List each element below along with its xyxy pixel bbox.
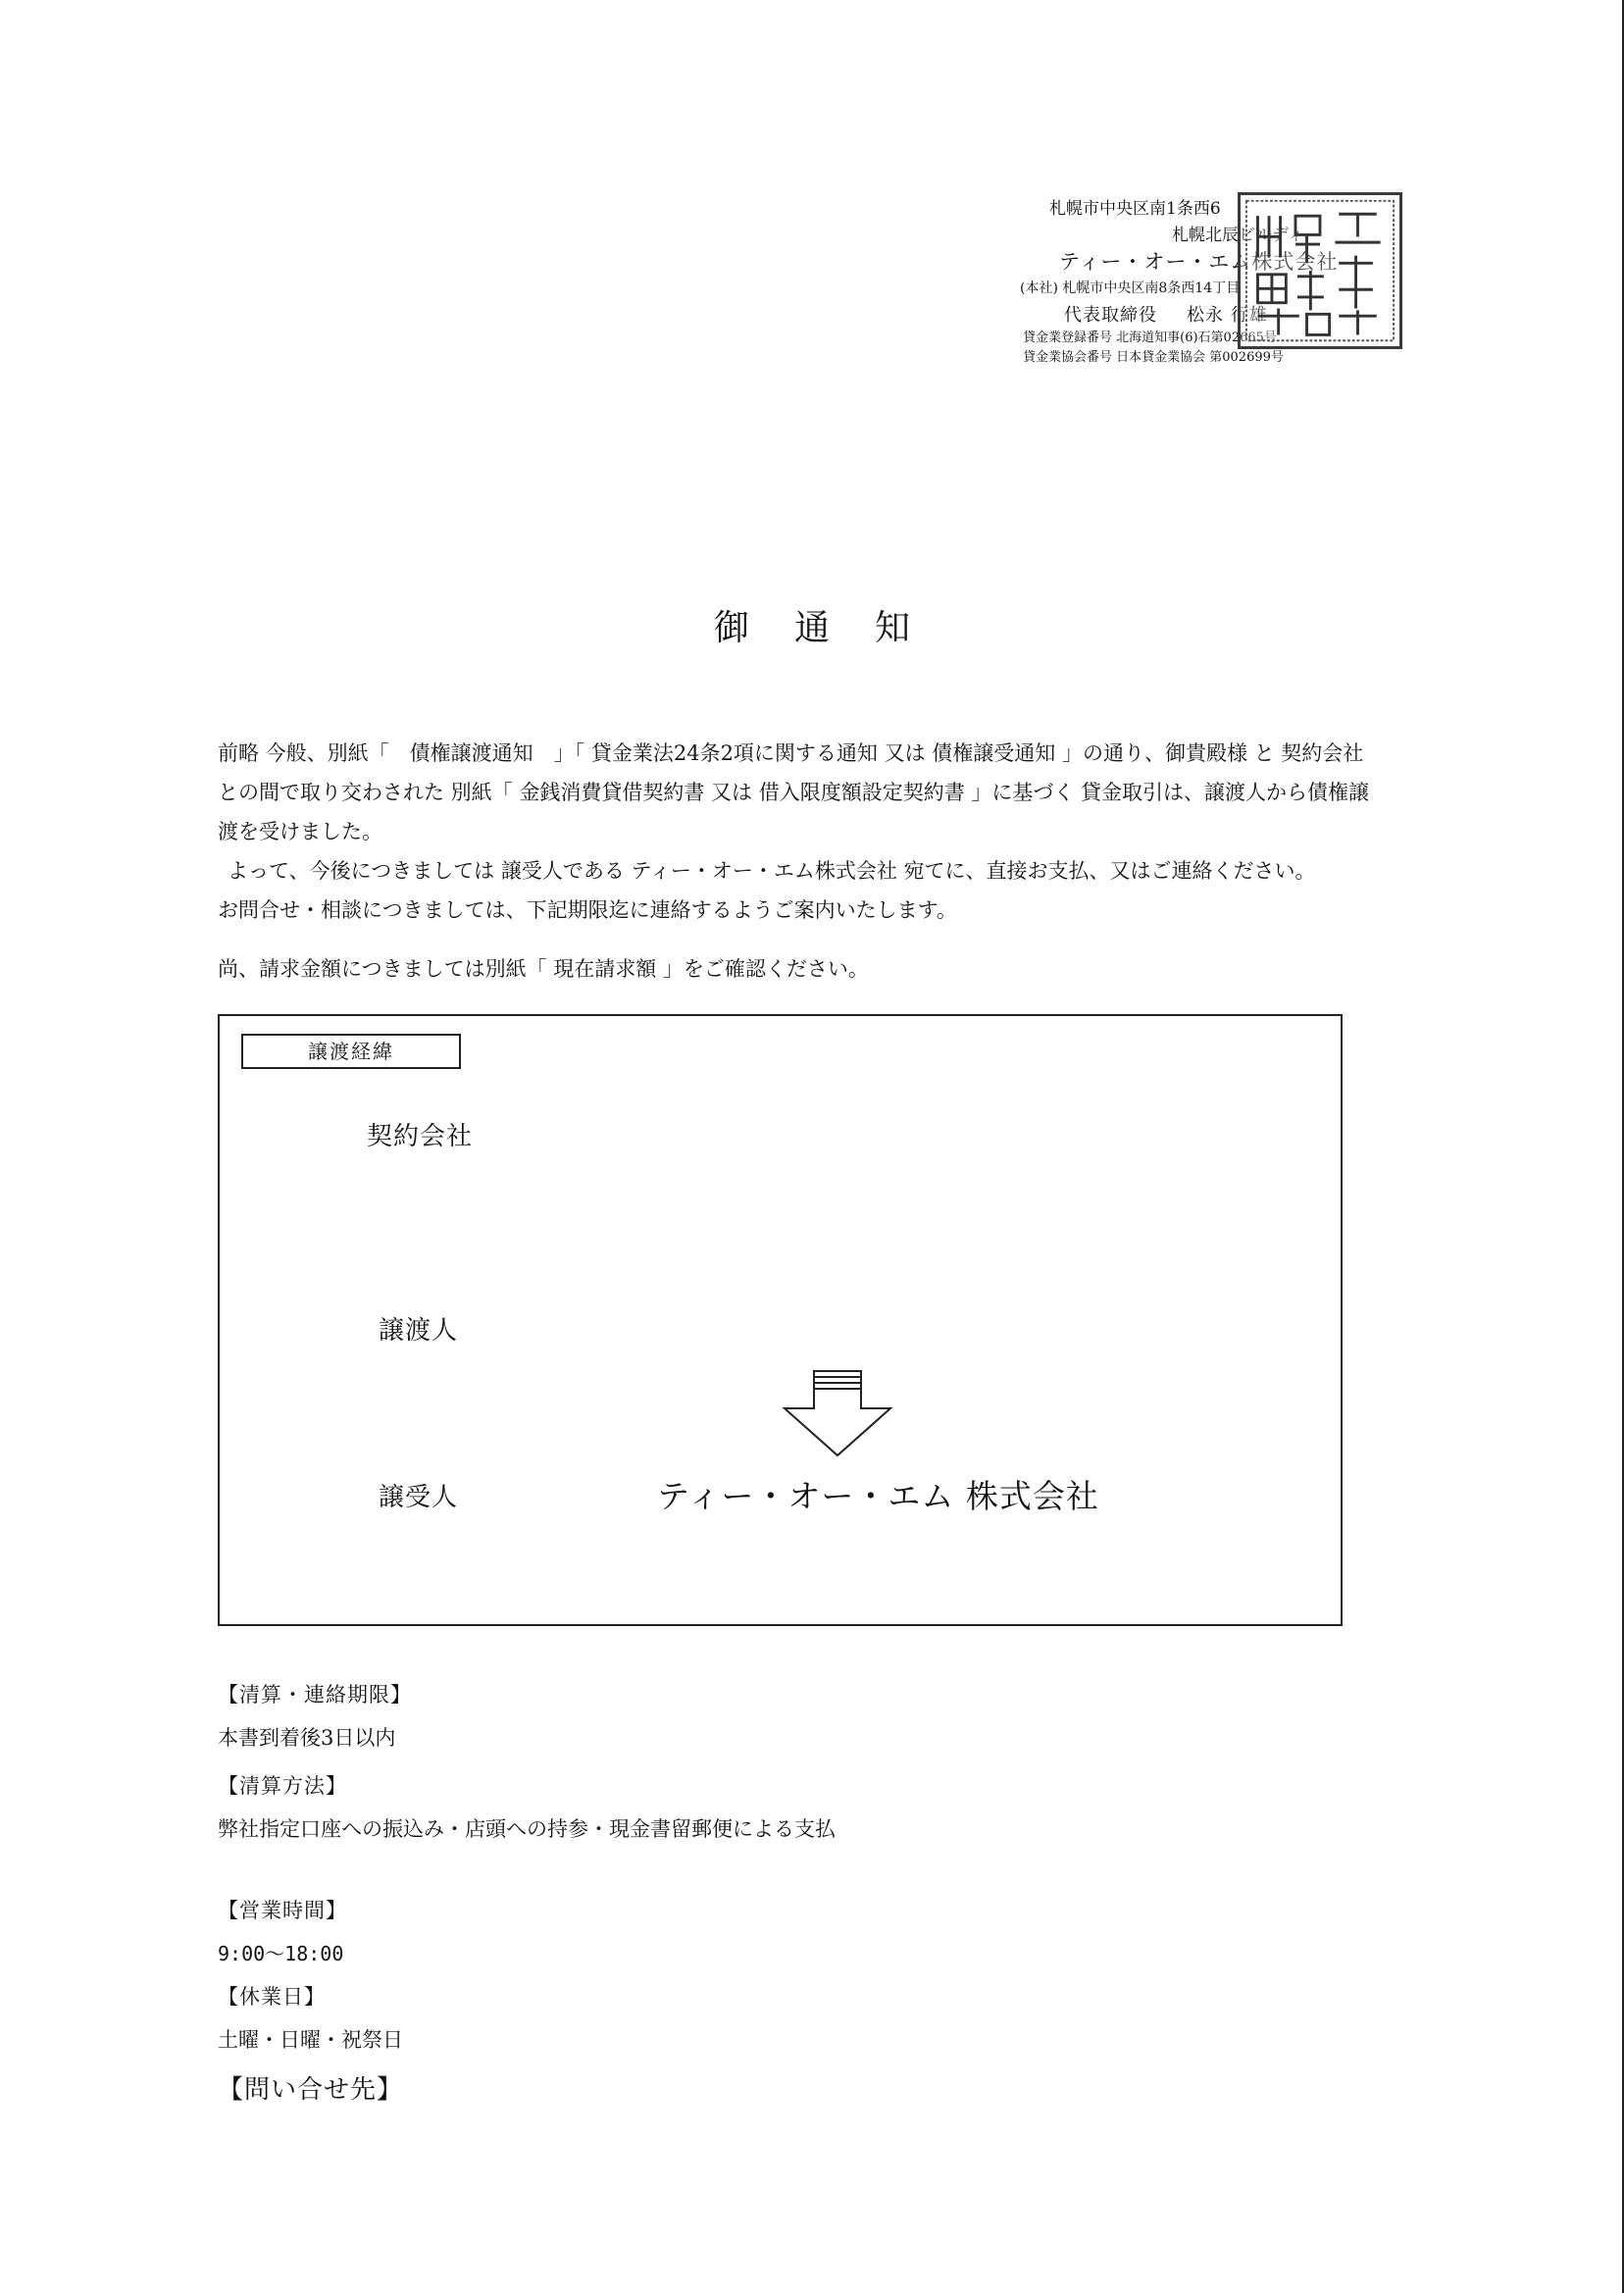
holidays-value: 土曜・日曜・祝祭日 [218, 2028, 403, 2052]
sender-association-number: 貸金業協会番号 日本貸金業協会 第002699号 [1023, 350, 1284, 365]
contract-company-label: 契約会社 [367, 1122, 474, 1151]
transferee-company-name: ティー・オー・エム 株式会社 [657, 1477, 1099, 1515]
sender-head-office: (本社) 札幌市中央区南8条西14丁目 [1020, 280, 1241, 296]
body-paragraph-2: よって、今後につきましては 譲受人である ティー・オー・エム株式会社 宛てに、直接お支払、又はご連絡ください。 [228, 859, 1316, 883]
sender-registration-number: 貸金業登録番号 北海道知事(6)石第02665号 [1023, 331, 1277, 345]
sender-company-name: ティー・オー・エム株式会社 [1059, 250, 1339, 274]
business-hours-value: 9:00～18:00 [218, 1942, 344, 1965]
page-title: 御通知 [713, 608, 955, 648]
representative-name: 松永 行雄 [1187, 305, 1268, 326]
contact-heading: 【問い合せ先】 [218, 2075, 404, 2105]
body-paragraph-1: 前略 今般、別紙「 債権譲渡通知 」「 貸金業法24条2項に関する通知 又は 債権譲受通知 」の通り、御貴殿様 と 契約会社 との間で取り交わされた 別紙「 金銭消費貸借契約書 又は 借入限度額設定契約書 」に基づく 貸金取引は、譲渡人から債権譲渡を受けました。 [218, 741, 1370, 843]
deadline-value: 本書到着後3日以内 [218, 1726, 396, 1750]
notice-body [218, 734, 1385, 989]
business-hours-section [218, 1895, 347, 1966]
contact-section [218, 2069, 403, 2106]
payment-method-heading: 【清算方法】 [218, 1774, 347, 1798]
seal-graphic [1241, 195, 1399, 346]
transferee-label: 譲受人 [379, 1483, 459, 1512]
sender-address-line1: 札幌市中央区南1条西6 [1049, 199, 1221, 219]
payment-method-section [218, 1770, 836, 1843]
company-seal-stamp [1238, 192, 1402, 349]
representative-title: 代表取締役 [1064, 305, 1157, 326]
holidays-heading: 【休業日】 [218, 1985, 326, 2009]
business-hours-heading: 【営業時間】 [218, 1899, 347, 1922]
transfer-history-box [218, 1014, 1343, 1626]
deadline-heading: 【清算・連絡期限】 [218, 1683, 412, 1707]
deadline-section [218, 1679, 412, 1752]
sender-address-line2: 札幌北辰ビルディ [1172, 226, 1304, 245]
transferor-label: 譲渡人 [379, 1316, 459, 1346]
transfer-history-label: 譲渡経緯 [241, 1034, 461, 1069]
payment-method-value: 弊社指定口座への振込み・店頭への持参・現金書留郵便による支払 [218, 1817, 836, 1841]
body-paragraph-3: お問合せ・相談につきましては、下記期限迄に連絡するようご案内いたします。 [218, 898, 957, 922]
holidays-section [218, 1981, 403, 2054]
body-paragraph-4: 尚、請求金額につきましては別紙「 現在請求額 」をご確認ください。 [218, 957, 869, 981]
down-arrow-icon [777, 1367, 898, 1459]
